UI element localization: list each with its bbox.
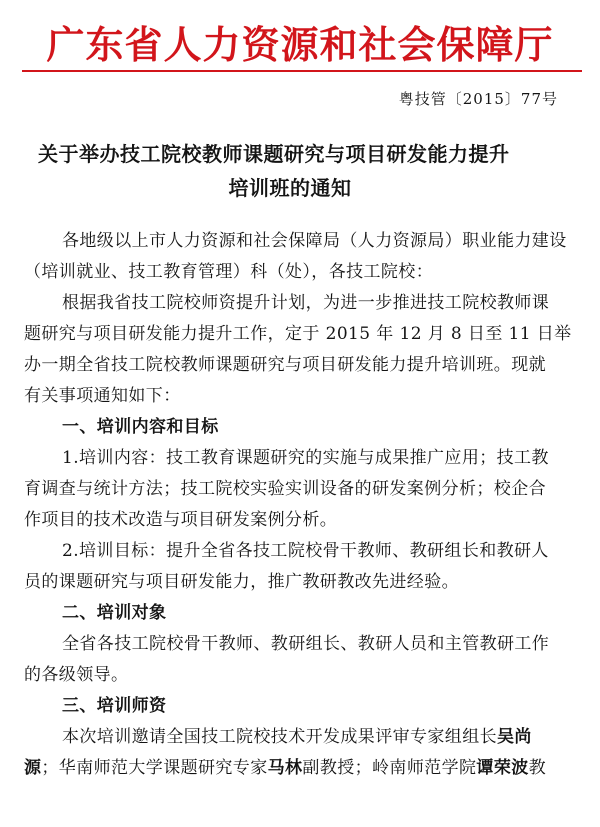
section-1-item-1-line-3: 作项目的技术改造与项目研发案例分析。 bbox=[24, 510, 338, 530]
section-3-line-2 bbox=[24, 753, 546, 778]
red-divider-line bbox=[22, 70, 582, 72]
trainer-name-ma: 马林 bbox=[267, 758, 303, 778]
section-1-heading: 一、培训内容和目标 bbox=[62, 417, 219, 437]
section-1-item-2-line-2: 员的课题研究与项目研发能力，推广教研教改先进经验。 bbox=[24, 572, 459, 592]
trainer-name-wu: 吴尚 bbox=[497, 727, 532, 747]
intro-line-4: 有关事项通知如下： bbox=[24, 386, 181, 406]
section-2-line-2: 的各级领导。 bbox=[24, 665, 129, 685]
section-3-line-1 bbox=[62, 722, 532, 747]
notice-title-line-1: 关于举办技工院校教师课题研究与项目研发能力提升 bbox=[38, 142, 510, 166]
section-1-item-1-line-1: 1.培训内容：技工教育课题研究的实施与成果推广应用；技工教 bbox=[62, 448, 549, 468]
document-number: 粤技管〔2015〕77号 bbox=[398, 90, 558, 108]
trainer-name-tan: 谭荣波 bbox=[476, 758, 529, 778]
notice-title-line-2: 培训班的通知 bbox=[228, 176, 352, 200]
section-1-item-2-line-1: 2.培训目标：提升全省各技工院校骨干教师、教研组长和教研人 bbox=[62, 541, 549, 561]
section-3-line-1-text: 本次培训邀请全国技工院校技术开发成果评审专家组组长 bbox=[62, 727, 497, 747]
salutation-line-2: （培训就业、技工教育管理）科（处），各技工院校： bbox=[24, 262, 434, 282]
section-3-heading: 三、培训师资 bbox=[62, 696, 167, 716]
section-3-line-2-text-a: ；华南师范大学课题研究专家 bbox=[41, 758, 268, 778]
section-3-line-2-text-b: 副教授；岭南师范学院 bbox=[302, 758, 477, 778]
section-1-item-1-line-2: 育调查与统计方法；技工院校实验实训设备的研发案例分析；校企合 bbox=[24, 479, 546, 499]
section-2-heading: 二、培训对象 bbox=[62, 603, 167, 623]
intro-line-1: 根据我省技工院校师资提升计划，为进一步推进技工院校教师课 bbox=[62, 293, 550, 313]
section-2-line-1: 全省各技工院校骨干教师、教研组长、教研人员和主管教研工作 bbox=[62, 634, 550, 654]
intro-line-3: 办一期全省技工院校教师课题研究与项目研发能力提升培训班。现就 bbox=[24, 355, 546, 375]
salutation-line-1: 各地级以上市人力资源和社会保障局（人力资源局）职业能力建设 bbox=[62, 231, 567, 251]
agency-masthead: 广东省人力资源和社会保障厅 bbox=[46, 22, 554, 67]
trainer-name-wu-end: 源 bbox=[24, 758, 42, 778]
section-3-line-2-text-c: 教 bbox=[528, 758, 547, 778]
intro-line-2: 题研究与项目研发能力提升工作，定于 2015 年 12 月 8 日至 11 日举 bbox=[24, 324, 572, 344]
